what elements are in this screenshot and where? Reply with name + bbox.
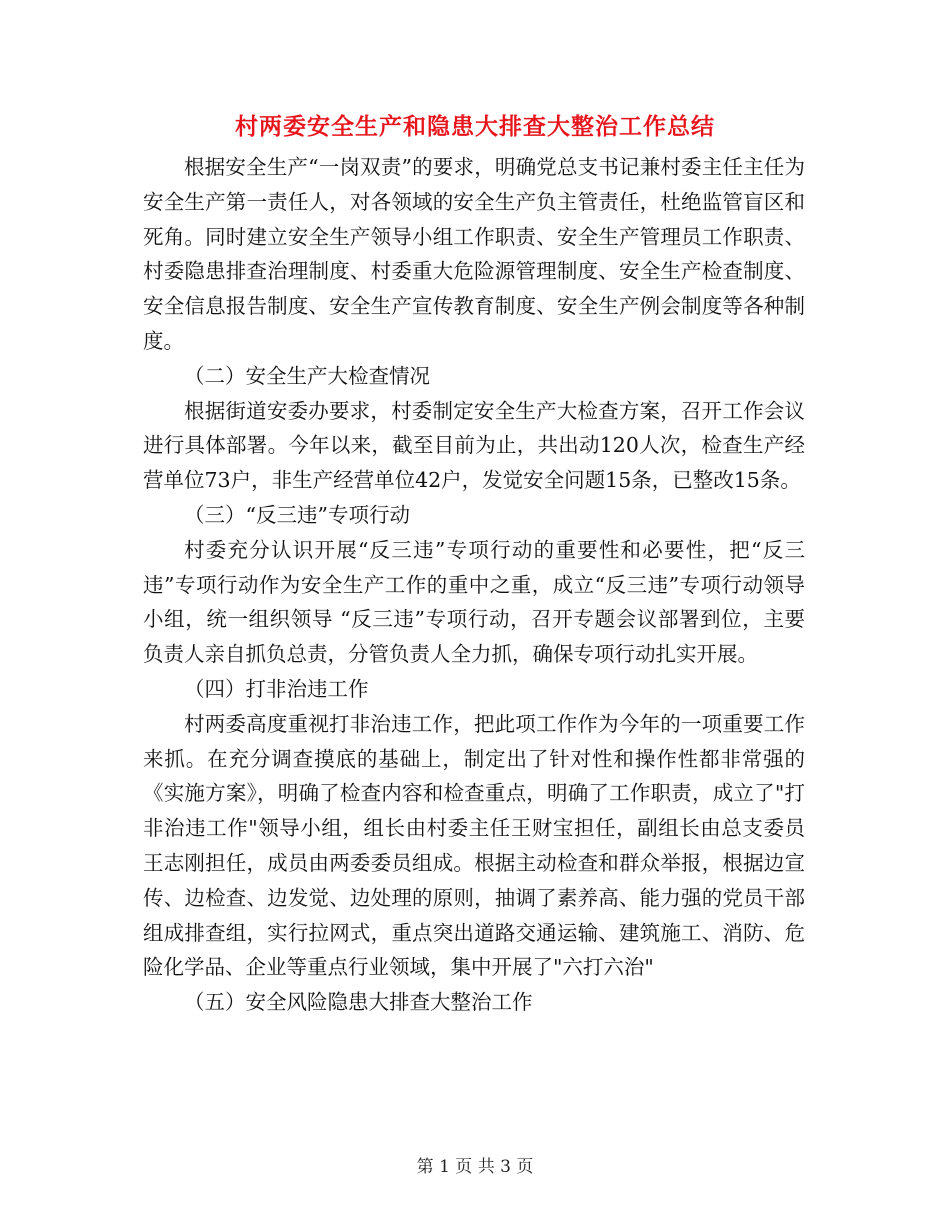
document-body: [143, 150, 805, 1020]
section-heading-crackdown: （四）打非治违工作: [184, 676, 369, 701]
section-heading-risk-investigation: （五）安全风险隐患大排查大整治工作: [184, 990, 533, 1015]
paragraph-responsibility: 根据安全生产“一岗双责”的要求，明确党总支书记兼村委主任主任为安全生产第一责任人，对各领域的安全生产负主管责任，杜绝监管盲区和死角。同时建立安全生产领导小组工作职责、安全生产管理员工作职责、村委隐患排查治理制度、村委重大危险源管理制度、安全生产检查制度、安全信息报告制度、安全生产宣传教育制度、安全生产例会制度等各种制度。: [143, 155, 805, 353]
page-footer: 第 1 页 共 3 页: [416, 1157, 534, 1177]
paragraph-crackdown: 村两委高度重视打非治违工作，把此项工作作为今年的一项重要工作来抓。在充分调查摸底的基础上，制定出了针对性和操作性都非常强的《实施方案》，明确了检查内容和检查重点，明确了工作职责，成立了"打非治违工作"领导小组，组长由村委主任王财宝担任，副组长由总支委员王志刚担任，成员由两委委员组成。根据主动检查和群众举报，根据边宣传、边检查、边发觉、边处理的原则，抽调了素养高、能力强的党员干部组成排查组，实行拉网式，重点突出道路交通运输、建筑施工、消防、危险化学品、企业等重点行业领域，集中开展了"六打六治": [143, 711, 805, 980]
document-title: 村两委安全生产和隐患大排查大整治工作总结: [235, 114, 715, 140]
section-heading-anti-violation: （三）“反三违”专项行动: [184, 502, 410, 527]
paragraph-anti-violation: 村委充分认识开展“反三违”专项行动的重要性和必要性，把“反三违”专项行动作为安全生产工作的重中之重，成立“反三违”专项行动领导小组，统一组织领导 “反三违”专项行动，召开专题会议部署到位，主要负责人亲自抓负总责，分管负责人全力抓，确保专项行动扎实开展。: [143, 537, 805, 667]
section-heading-inspection: （二）安全生产大检查情况: [184, 363, 430, 388]
paragraph-inspection: 根据街道安委办要求，村委制定安全生产大检查方案，召开工作会议进行具体部署。今年以来，截至目前为止，共出动120人次，检查生产经营单位73户，非生产经营单位42户，发觉安全问题15条，已整改15条。: [143, 398, 805, 493]
